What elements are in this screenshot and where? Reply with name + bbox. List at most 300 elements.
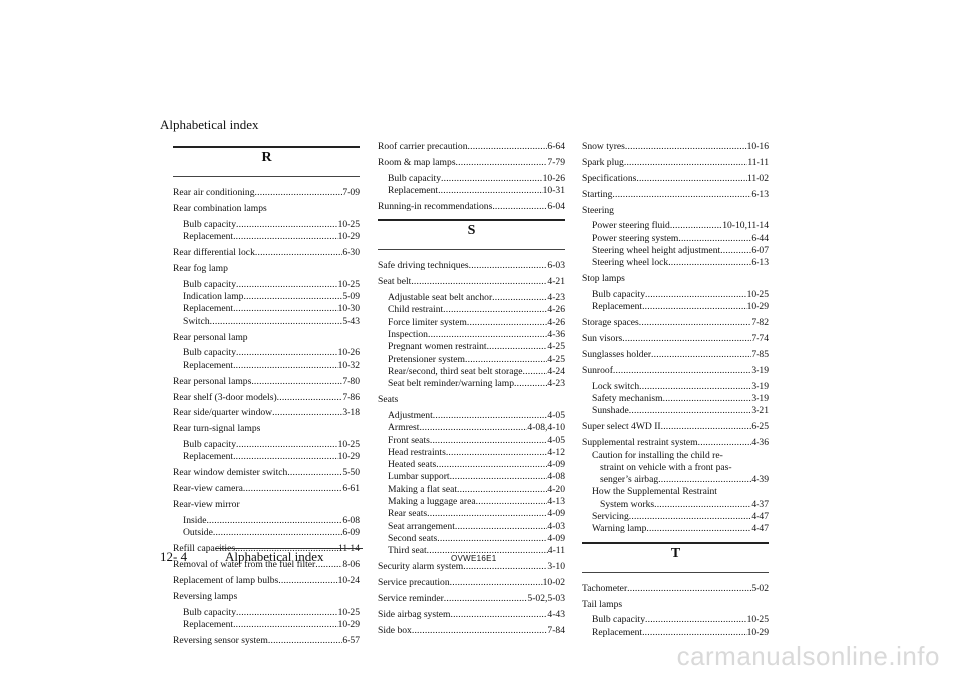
entry-page: 7-80 [342,375,360,387]
index-subentry-child-restraint-caution [582,450,769,487]
entry-page: 6-13 [751,188,769,200]
entry-page: 6-13 [751,257,769,269]
leader-dots [645,614,747,626]
index-subentry [173,527,360,539]
index-entry [173,203,360,215]
leader-dots [272,407,342,419]
entry-page: 10-29 [746,626,769,638]
leader-dots [278,575,337,587]
entry-page: 4-47 [751,511,769,523]
section-letter: R [261,150,272,165]
section-rule-top [582,542,769,544]
leader-dots [645,289,747,301]
entry-page: 6-25 [751,421,769,433]
index-subentry [582,245,769,257]
leader-dots [233,231,338,243]
entry-page: 10-25 [337,218,360,230]
entry-title: Armrest [388,422,420,434]
leader-dots [658,474,751,486]
leader-dots [629,405,752,417]
entry-page: 3-19 [751,393,769,405]
index-subentry [378,378,565,390]
entry-title: Roof carrier precaution [378,141,468,152]
index-subentry [582,405,769,417]
entry-title: Making a luggage area [388,495,476,507]
entry-page: 4-43 [547,608,565,620]
leader-dots [612,189,751,201]
leader-dots [636,173,747,185]
leader-dots [443,304,547,316]
leader-dots [446,447,548,459]
index-subentry [582,220,769,232]
index-list [582,583,769,639]
leader-dots [492,201,547,213]
index-subentry [378,304,565,316]
entry-title: Security alarm system [378,561,464,573]
leader-dots [642,301,747,313]
entry-title: Sunglasses holder [582,349,652,361]
entry-title: Replacement [183,359,234,371]
entry-title: Adjustable seat belt anchor [388,292,493,304]
entry-title: Reversing sensor system [173,634,268,646]
index-subentry [173,439,360,451]
index-subentry [378,410,565,422]
index-subentry [378,521,565,533]
entry-page: 6-61 [342,483,360,495]
entry-title: Sunshade [592,405,629,417]
index-entry [582,583,769,595]
index-subentry [378,366,565,378]
index-subentry [378,292,565,304]
entry-line: How the Supplemental Restraint [592,486,717,498]
entry-title: senger’s airbag [600,474,659,486]
entry-page: 10-25 [746,289,769,301]
entry-page: 7-84 [547,624,565,636]
leader-dots [465,354,547,366]
entry-page: 11-14 [337,543,360,555]
entry-page: 7-74 [751,333,769,345]
leader-dots [243,483,343,495]
index-subentry [378,484,565,496]
index-subentry [582,511,769,523]
index-subentry [378,354,565,366]
index-subentry [582,289,769,301]
entry-title: Pregnant women restraint [388,341,487,353]
index-subentry [582,393,769,405]
index-entry [378,260,565,272]
section-header-r [173,146,360,177]
entry-page: 7-09 [342,187,360,198]
leader-dots [243,291,342,303]
entry-title: Force limiter system [388,316,467,328]
entry-title: Indication lamp [183,291,244,303]
leader-dots [412,625,548,637]
entry-title: Replacement [183,451,234,463]
index-entry [173,499,360,511]
entry-page: 5-02,5-03 [527,592,565,604]
leader-dots [698,437,752,449]
entry-page: 4-08,4-10 [527,422,565,434]
entry-title: Side box [378,624,412,636]
entry-page: 6-07 [751,245,769,257]
entry-page: 5-43 [342,315,360,327]
index-list [582,141,769,450]
entry-title: Power steering system [592,232,679,244]
index-list [378,141,565,213]
entry-title: Rear-view camera [173,483,243,495]
index-subentry [378,341,565,353]
index-entry [173,392,360,404]
leader-dots [255,247,343,259]
entry-title: Rear personal lamp [173,331,248,343]
section-rule-top [173,146,360,148]
entry-page: 4-36 [751,437,769,449]
leader-dots [236,607,338,619]
index-subentry [173,316,360,328]
entry-page: 5-02 [751,582,769,594]
leader-dots [236,219,338,231]
entry-title: Spark plug [582,156,624,168]
entry-title: Rear seats [388,508,428,520]
entry-title: Heated seats [388,459,437,471]
entry-page: 4-24 [547,365,565,377]
index-entry [378,593,565,605]
entry-title: Replacement [592,626,643,638]
entry-title: Switch [183,315,210,327]
entry-page: 7-82 [751,317,769,329]
entry-title: Adjustment [388,409,433,421]
leader-dots [642,627,747,639]
entry-page: 6-64 [547,141,565,152]
entry-page: 10-16 [746,141,769,152]
entry-title: Rear differential lock [173,246,255,258]
index-entry [173,376,360,388]
index-subentry [173,219,360,231]
leader-dots [450,471,548,483]
index-subentry [378,533,565,545]
entry-title: Running-in recommendations [378,200,493,212]
leader-dots [661,421,752,433]
index-subentry [582,627,769,639]
leader-dots [622,333,751,345]
entry-title: Steering wheel height adjustment [592,245,721,257]
leader-dots [233,360,338,372]
entry-page: 10-25 [746,614,769,626]
entry-page: 3-21 [751,405,769,417]
index-entry [173,423,360,435]
entry-page: 4-05 [547,434,565,446]
entry-page: 11-02 [746,172,769,184]
entry-title: Seat belt [378,276,412,288]
entry-page: 10-25 [337,278,360,290]
index-entry [582,317,769,329]
index-subentry [582,614,769,626]
entry-page: 10-32 [337,359,360,371]
index-entry [173,467,360,479]
entry-title: Power steering fluid [592,220,670,232]
entry-page: 4-03 [547,520,565,532]
entry-page: 10-29 [337,231,360,243]
leader-dots [450,577,543,589]
index-subentry [582,381,769,393]
leader-dots [468,141,548,153]
page-header-title: Alphabetical index [160,117,259,132]
leader-dots [639,317,752,329]
index-entry [378,577,565,589]
entry-page: 4-26 [547,304,565,316]
index-entry [582,273,769,285]
index-list [378,260,565,637]
leader-dots [450,609,547,621]
entry-title: Replacement [388,185,439,197]
footer-page-number: 12- 4 [160,549,188,564]
leader-dots [236,347,338,359]
entry-page: 4-20 [547,483,565,495]
entry-page: 3-19 [751,380,769,392]
entry-page: 10-24 [337,575,360,586]
entry-title: Lock switch [592,380,640,392]
index-entry [378,201,565,213]
index-subentry [173,231,360,243]
leader-dots [457,484,547,496]
entry-page: 3-19 [751,364,769,376]
index-subentry [582,301,769,313]
entry-page: 6-30 [342,246,360,258]
index-entry [173,247,360,259]
entry-title: Bulb capacity [183,218,237,230]
footer-doc-code: OVWE16E1 [451,554,497,563]
leader-dots [210,316,343,328]
leader-dots [646,523,751,535]
index-entry [173,187,360,199]
index-entry [378,394,565,406]
index-subentry [378,435,565,447]
entry-title: Inspection [388,328,428,340]
leader-dots [441,173,543,185]
leader-dots [629,511,752,523]
index-entry [378,141,565,153]
entry-title: Head restraints [388,446,446,458]
entry-page: 4-23 [547,378,565,390]
entry-line: Caution for installing the child re- [592,449,723,461]
index-entry [582,157,769,169]
entry-title: Safety mechanism [592,393,663,405]
leader-dots [476,496,548,508]
leader-dots [436,459,547,471]
leader-dots [236,439,338,451]
entry-page: 4-23 [547,292,565,304]
entry-title: Service reminder [378,592,444,604]
entry-page: 7-85 [751,349,769,361]
footer-title: Alphabetical index [225,549,324,564]
index-subentry [173,619,360,631]
entry-page: 10-31 [542,185,565,197]
index-list [173,187,360,647]
index-subentry [582,257,769,269]
watermark: carmanualsonline.info [676,641,940,671]
index-entry [582,365,769,377]
index-subentry [378,422,565,434]
entry-title: Outside [183,527,213,539]
index-entry [173,483,360,495]
entry-page: 4-25 [547,353,565,365]
entry-page: 4-25 [547,341,565,353]
leader-dots [492,292,547,304]
leader-dots [233,303,338,315]
leader-dots [467,317,548,329]
leader-dots [428,329,547,341]
index-subentry [378,496,565,508]
entry-title: Specifications [582,172,637,184]
index-subentry [378,185,565,197]
entry-page: 6-44 [751,232,769,244]
leader-dots [613,365,751,377]
index-subentry [173,347,360,359]
index-subentry [173,451,360,463]
entry-page: 10-10,11-14 [722,220,769,232]
entry-title: Rear personal lamps [173,375,252,387]
leader-dots [277,392,343,404]
entry-title: Replacement [183,619,234,631]
entry-title: Front seats [388,434,430,446]
leader-dots [663,393,752,405]
entry-title: Bulb capacity [592,614,646,626]
entry-page: 4-09 [547,532,565,544]
entry-title: Replacement [183,231,234,243]
entry-page: 4-37 [751,498,769,510]
entry-title: Service precaution [378,576,450,588]
entry-title: Rear shelf (3-door models) [173,391,277,403]
entry-title: Rear-view mirror [173,499,240,511]
index-subentry [582,233,769,245]
entry-title: Child restraint [388,304,444,316]
entry-title: Making a flat seat [388,483,457,495]
index-subentry-srs-how-works [582,486,769,511]
entry-page: 10-29 [337,451,360,463]
section-header-s [378,219,565,250]
leader-dots [233,451,338,463]
leader-dots [523,366,548,378]
index-entry [582,189,769,201]
entry-title: Supplemental restraint system [582,437,698,449]
entry-page: 7-79 [547,156,565,168]
index-entry [582,437,769,449]
leader-dots [427,508,547,520]
leader-dots [678,233,751,245]
leader-dots [455,521,548,533]
entry-page: 10-29 [337,619,360,631]
entry-page: 6-03 [547,260,565,272]
entry-page: 4-26 [547,316,565,328]
entry-page: 10-26 [542,172,565,184]
entry-title: Lumbar support [388,471,450,483]
entry-page: 4-11 [547,545,565,557]
leader-dots [625,141,747,153]
entry-title: Storage spaces [582,317,639,329]
leader-dots [255,187,343,199]
leader-dots [670,220,722,232]
leader-dots [624,157,747,169]
leader-dots [668,257,751,269]
entry-page: 6-57 [342,634,360,646]
section-rule-bottom [173,176,360,177]
index-entry [173,591,360,603]
index-subentry [173,291,360,303]
index-entry [582,421,769,433]
section-rule-bottom [582,572,769,573]
entry-title: Starting [582,188,613,200]
entry-page: 10-30 [337,303,360,315]
section-letter: T [670,545,681,561]
leader-dots [627,583,751,595]
entry-page: 10-29 [746,301,769,313]
index-column-3 [582,141,769,639]
index-subentry [378,508,565,520]
entry-page: 10-02 [542,576,565,588]
index-subentry [378,471,565,483]
entry-title: Warning lamp [592,523,647,535]
entry-page: 4-12 [547,446,565,458]
entry-title: Bulb capacity [592,289,646,301]
entry-page: 3-18 [342,407,360,419]
entry-title: Bulb capacity [183,606,237,618]
index-entry [582,349,769,361]
index-entry [173,575,360,587]
entry-title: Bulb capacity [183,347,237,359]
entry-title: Sunroof [582,364,613,376]
index-subentry [173,607,360,619]
leader-dots [287,467,342,479]
index-subentry [582,523,769,535]
entry-title: Seat arrangement [388,520,455,532]
index-subentry [173,360,360,372]
entry-title: Rear turn-signal lamps [173,423,261,435]
entry-title: Bulb capacity [183,439,237,451]
entry-title: Rear fog lamp [173,262,228,274]
index-entry [173,407,360,419]
entry-title: Tachometer [582,582,628,594]
leader-dots [430,435,548,447]
section-rule-top [378,219,565,221]
entry-title: Pretensioner system [388,353,466,365]
entry-page: 4-09 [547,459,565,471]
entry-line [592,474,769,486]
leader-dots [444,593,528,605]
entry-title: Rear combination lamps [173,202,267,214]
leader-dots [233,619,338,631]
entry-title: Seat belt reminder/warning lamp [388,378,515,390]
entry-title: Sun visors [582,333,623,345]
entry-title: Rear side/quarter window [173,407,273,419]
entry-page: 4-39 [751,474,769,486]
section-letter: S [467,223,476,239]
entry-title: Snow tyres [582,141,625,152]
entry-page: 8-06 [342,559,360,571]
index-subentry [378,329,565,341]
leader-dots [419,422,527,434]
index-subentry [173,515,360,527]
index-entry [173,263,360,275]
leader-dots [469,260,548,272]
index-subentry [173,303,360,315]
entry-title: Second seats [388,532,438,544]
leader-dots [206,515,342,527]
index-list [582,511,769,536]
entry-title: Replacement [592,301,643,313]
entry-title: Reversing lamps [173,590,238,602]
entry-line [592,499,769,511]
entry-title: Room & map lamps [378,156,456,168]
